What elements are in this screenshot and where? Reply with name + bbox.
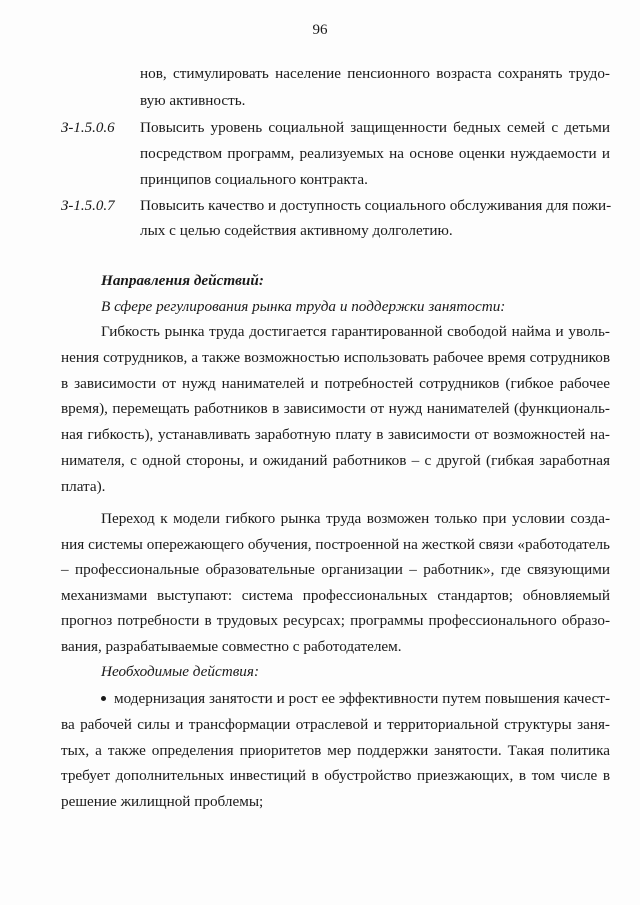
paragraph-line: в зависимости от нужд нанимателей и потребностей сотрудников (гибкое рабочее xyxy=(61,375,610,392)
paragraph-line: нимателя, с одной стороны, и ожиданий работников – с другой (гибкая заработная xyxy=(61,452,610,469)
item-line: Повысить уровень социальной защищенности бедных семей с детьми xyxy=(140,119,610,136)
paragraph-line: – профессиональные образовательные организации – работник», где связующими xyxy=(61,561,610,578)
item-code: З-1.5.0.7 xyxy=(61,198,115,214)
paragraph-line: плата). xyxy=(61,478,106,495)
bullet-icon xyxy=(101,696,106,701)
bullet-item-line: ва рабочей силы и трансформации отраслевой и территориальной структуры заня- xyxy=(61,716,610,733)
bullet-text: модернизация занятости и рост ее эффективности путем повышения качест- xyxy=(114,690,610,707)
item-line: Повысить качество и доступность социального обслуживания для пожи- xyxy=(140,197,612,214)
intro-line-2: вую активность. xyxy=(140,92,246,109)
bullet-item-line: требует дополнительных инвестиций в обустройство приезжающих, в том числе в xyxy=(61,767,610,784)
paragraph-line: ния системы опережающего обучения, построенной на жесткой связи «работодатель xyxy=(61,536,610,553)
bullet-item-line xyxy=(101,689,610,709)
paragraph-line: время), перемещать работников в зависимости от нужд нанимателей (функциональ- xyxy=(61,400,610,417)
bullet-item-line: тых, а также определения приоритетов мер поддержки занятости. Такая политика xyxy=(61,742,610,759)
section-heading: Направления действий: xyxy=(101,272,264,289)
item-code: З-1.5.0.6 xyxy=(61,120,115,136)
paragraph-line: Гибкость рынка труда достигается гарантированной свободой найма и уволь- xyxy=(101,323,610,340)
bullet-item-line: решение жилищной проблемы; xyxy=(61,793,264,810)
item-line: посредством программ, реализуемых на основе оценки нуждаемости и xyxy=(140,145,610,162)
item-line: принципов социального контракта. xyxy=(140,171,368,188)
section-subheading: В сфере регулирования рынка труда и поддержки занятости: xyxy=(101,298,506,315)
paragraph-line: Переход к модели гибкого рынка труда возможен только при условии созда- xyxy=(101,510,610,527)
intro-line-1: нов, стимулировать население пенсионного возраста сохранять трудо- xyxy=(140,65,610,82)
paragraph-line: прогноз потребности в трудовых ресурсах; программы профессионального образо- xyxy=(61,612,610,629)
paragraph-line: ная гибкость), устанавливать заработную плату в зависимости от возможностей на- xyxy=(61,426,610,443)
paragraph-line: механизмами выступают: система профессиональных стандартов; обновляемый xyxy=(61,587,610,604)
paragraph-line: вания, разрабатываемые совместно с работодателем. xyxy=(61,638,402,655)
page-number: 96 xyxy=(312,22,328,38)
actions-label: Необходимые действия: xyxy=(101,663,259,680)
item-line: лых с целью содействия активному долголетию. xyxy=(140,222,453,239)
paragraph-line: нения сотрудников, а также возможностью использовать рабочее время сотрудников xyxy=(61,349,610,366)
